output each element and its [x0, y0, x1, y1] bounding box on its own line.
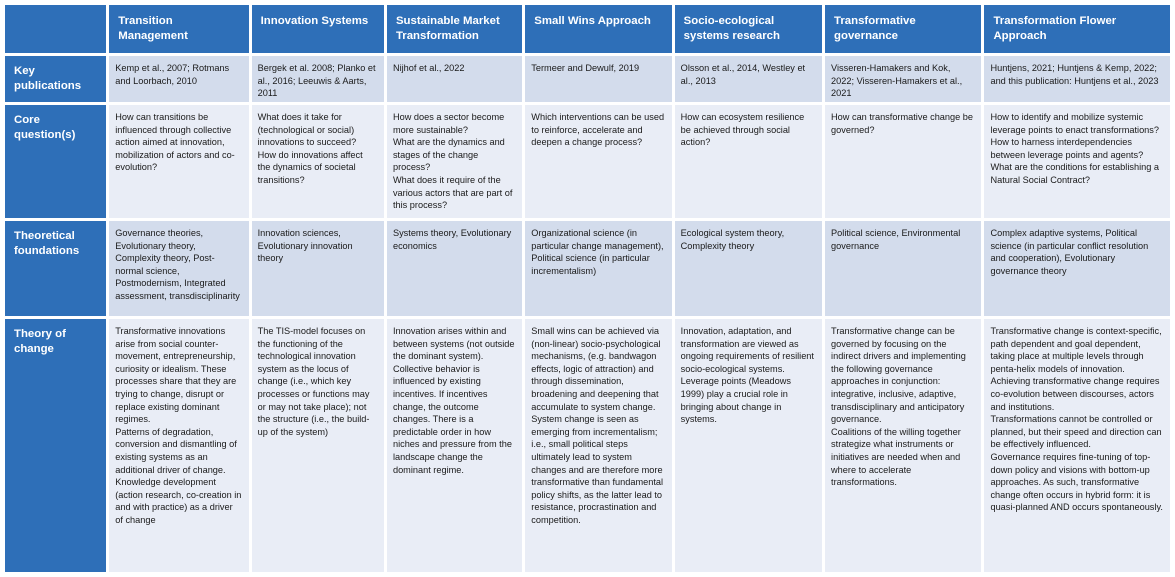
table-cell: Innovation sciences, Evolutionary innovation theory	[252, 221, 384, 316]
table-cell: Nijhof et al., 2022	[387, 56, 522, 102]
row-theory-of-change	[5, 319, 1170, 572]
table-cell: Governance theories, Evolutionary theory, Complexity theory, Post-normal science, Postmodernism, Integrated assessment, transdisciplinarity	[109, 221, 248, 316]
col-header-innovation-systems: Innovation Systems	[252, 5, 384, 53]
table-cell: How does a sector become more sustainable? What are the dynamics and stages of the change process? What does it require of the various actors that are part of this process?	[387, 105, 522, 218]
table-cell: How can ecosystem resilience be achieved through social action?	[675, 105, 822, 218]
table-cell: How can transitions be influenced through collective action aimed at innovation, mobilization of actors and co-evolution?	[109, 105, 248, 218]
col-header-transformation-flower: Transformation Flower Approach	[984, 5, 1170, 53]
col-header-sustainable-market-transformation: Sustainable Market Transformation	[387, 5, 522, 53]
table-cell: Huntjens, 2021; Huntjens & Kemp, 2022; and this publication: Huntjens et al., 2023	[984, 56, 1170, 102]
row-theoretical-foundations	[5, 221, 1170, 316]
table-cell: Small wins can be achieved via (non-linear) socio-psychological mechanisms, (e.g. bandwagon effects, logic of attraction) and through dissemination, broadening and deepening that accumulate to system change. System change is seen as emerging from incrementalism; i.e., small political steps ultimately lead to system changes and are therefore more transformative than fundamental policy shifts, as the latter lead to resistance, procrastination and competition.	[525, 319, 671, 572]
table-cell: Ecological system theory, Complexity theory	[675, 221, 822, 316]
table-cell: Transformative change is context-specific, path dependent and goal dependent, taking place at multiple levels through penta-helix models of innovation. Achieving transformative change requires co-evolution between discourses, actors and institutions. Transformations cannot be controlled or planned, but their speed and direction can be effectively influenced. Governance requires fine-tuning of top-down policy and visions with bottom-up approaches. As such, transformative change often occurs in hybrid form: it is quasi-planned AND occurs spontaneously.	[984, 319, 1170, 572]
table-cell: How can transformative change be governed?	[825, 105, 981, 218]
corner-header	[5, 5, 106, 53]
table-cell: What does it take for (technological or social) innovations to succeed? How do innovations affect the dynamics of societal transitions?	[252, 105, 384, 218]
row-key-publications	[5, 56, 1170, 102]
table-cell: Transformative innovations arise from social counter-movement, entrepreneurship, curiosity or idealism. These processes share that they are trying to change, disrupt or replace existing dominant regimes. Patterns of degradation, conversion and dismantling of existing systems as an additional driver of change. Knowledge development (action research, co-creation in and with practice) as a driver of change	[109, 319, 248, 572]
table-cell: Innovation arises within and between systems (not outside the dominant system). Collective behavior is influenced by existing incentives. If incentives change, the outcome changes. There is a predictable order in how niches and pressure from the landscape change the dominant regime.	[387, 319, 522, 572]
table-cell: Olsson et al., 2014, Westley et al., 2013	[675, 56, 822, 102]
table-cell: Termeer and Dewulf, 2019	[525, 56, 671, 102]
row-label-theoretical-foundations: Theoretical foundations	[5, 221, 106, 316]
row-label-theory-of-change: Theory of change	[5, 319, 106, 572]
header-row	[5, 5, 1170, 53]
row-label-core-questions: Core question(s)	[5, 105, 106, 218]
col-header-transformative-governance: Transformative governance	[825, 5, 981, 53]
table-cell: Political science, Environmental governance	[825, 221, 981, 316]
col-header-small-wins: Small Wins Approach	[525, 5, 671, 53]
col-header-transition-management: Transition Management	[109, 5, 248, 53]
row-label-key-publications: Key publications	[5, 56, 106, 102]
table-cell: Which interventions can be used to reinforce, accelerate and deepen a change process?	[525, 105, 671, 218]
table-cell: Kemp et al., 2007; Rotmans and Loorbach, 2010	[109, 56, 248, 102]
comparison-table	[2, 2, 1173, 575]
table-cell: Visseren-Hamakers and Kok, 2022; Visseren-Hamakers et al., 2021	[825, 56, 981, 102]
table-cell: How to identify and mobilize systemic leverage points to enact transformations? How to harness interdependencies between leverage points and agents? What are the conditions for establishing a Natural Social Contract?	[984, 105, 1170, 218]
table-cell: Complex adaptive systems, Political science (in particular conflict resolution and cooperation), Evolutionary governance theory	[984, 221, 1170, 316]
table-cell: Organizational science (in particular change management), Political science (in particular incrementalism)	[525, 221, 671, 316]
table-cell: Transformative change can be governed by focusing on the indirect drivers and implementing the following governance approaches in conjunction: integrative, inclusive, adaptive, transdisciplinary and anticipatory governance. Coalitions of the willing together strategize what instruments or initiatives are needed when and where to accelerate transformations.	[825, 319, 981, 572]
col-header-socio-ecological: Socio-ecological systems research	[675, 5, 822, 53]
table-cell: Innovation, adaptation, and transformation are viewed as ongoing requirements of resilient socio-ecological systems. Leverage points (Meadows 1999) play a crucial role in bringing about change in systems.	[675, 319, 822, 572]
table-cell: Bergek et al. 2008; Planko et al., 2016; Leeuwis & Aarts, 2011	[252, 56, 384, 102]
table-cell: Systems theory, Evolutionary economics	[387, 221, 522, 316]
row-core-questions	[5, 105, 1170, 218]
table-cell: The TIS-model focuses on the functioning of the technological innovation system as the locus of change (i.e., which key processes or functions may or may not take place); not the structure (i.e., the build-up of the system)	[252, 319, 384, 572]
